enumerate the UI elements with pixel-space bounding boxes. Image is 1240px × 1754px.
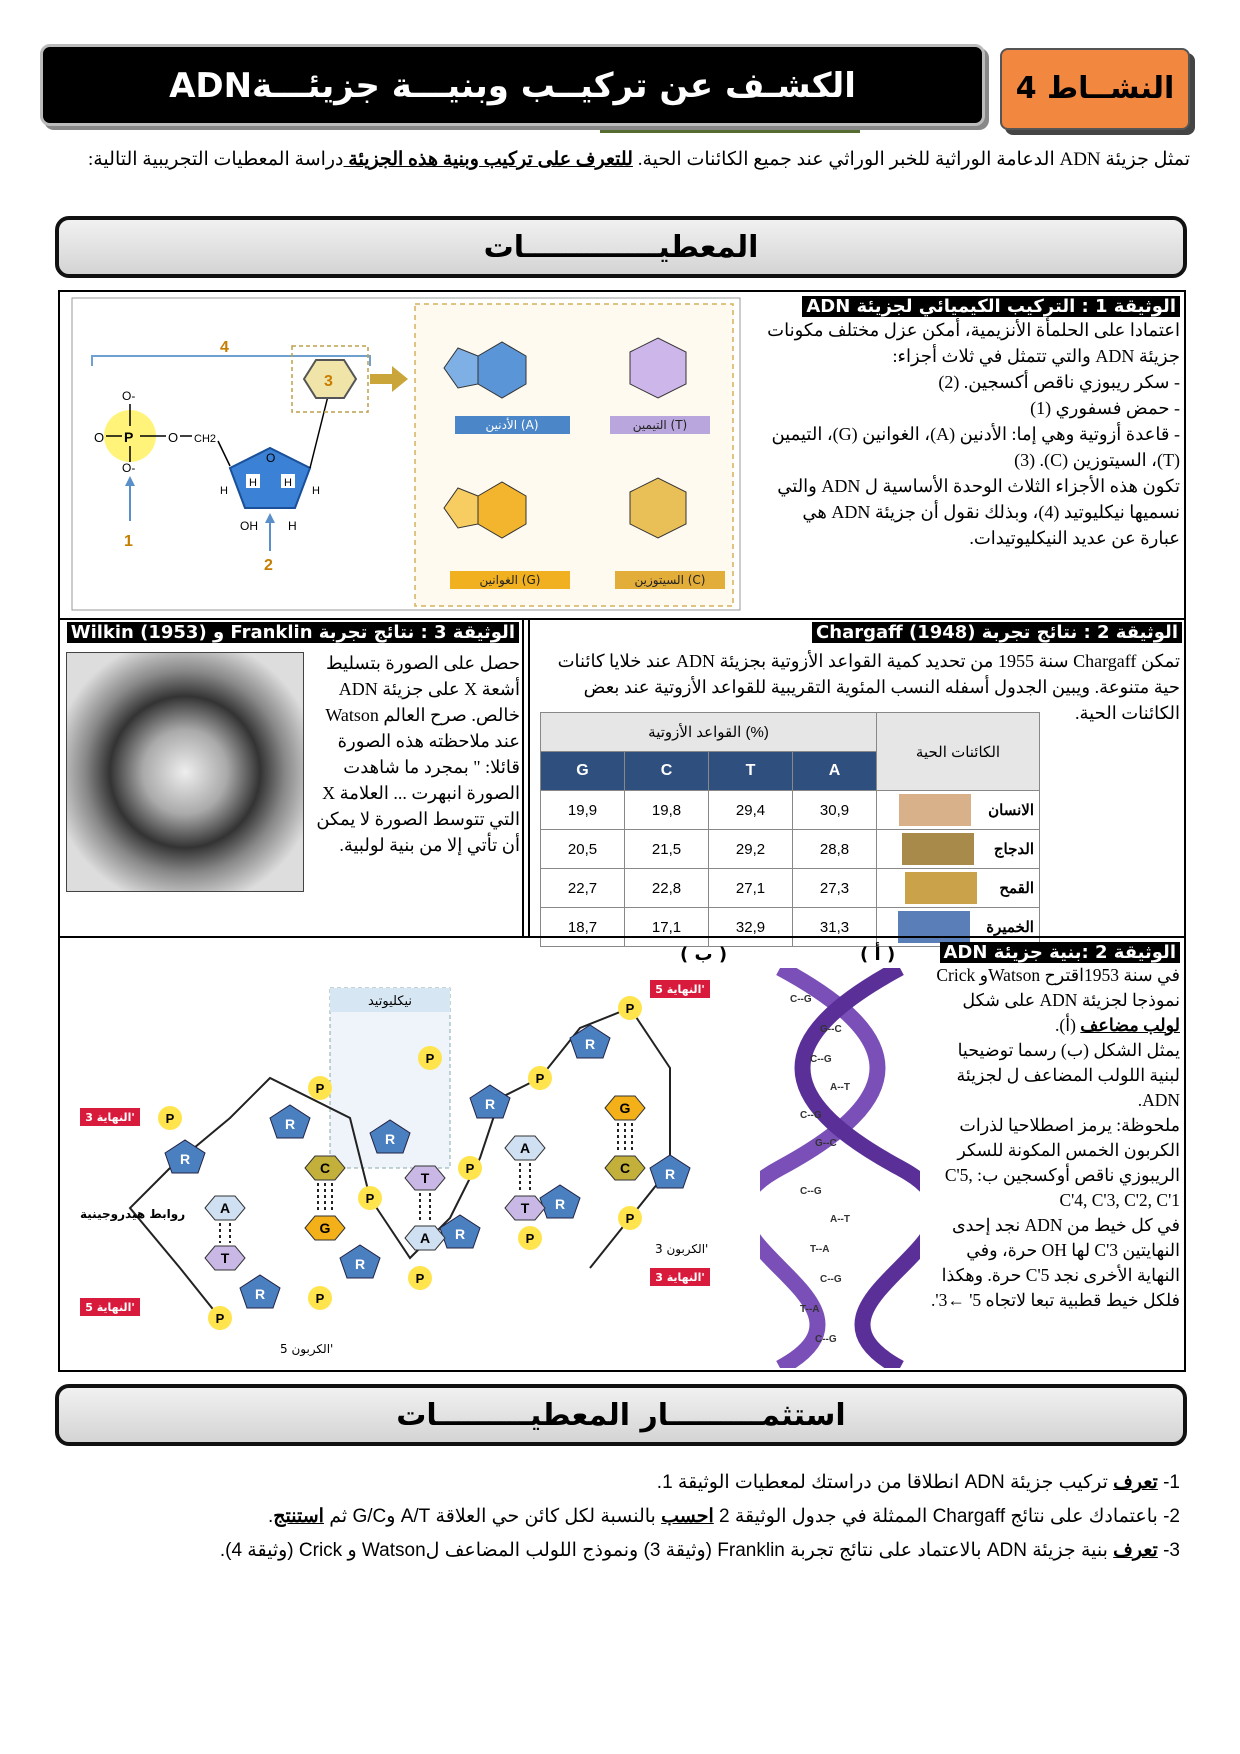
organism-name: الانسان xyxy=(988,802,1034,819)
sugar-r: R xyxy=(254,1286,266,1302)
phosphate-circle: P xyxy=(315,1291,325,1306)
doc4-text1: في سنة 1953اقترح Watsonو Crick نموذجا لجزيئة ADN على شكل xyxy=(936,965,1180,1010)
chargaff-table xyxy=(540,712,1040,947)
helix-pair: A--T xyxy=(830,1082,850,1093)
phosphate-circle: P xyxy=(165,1111,175,1126)
phosphate-circle: P xyxy=(365,1191,375,1206)
phosphate-circle: P xyxy=(425,1051,435,1066)
helix-pair: G--C xyxy=(815,1138,837,1149)
page-title: الكشـف عن تركيــب وبنيـــة جزيئـــةADN xyxy=(169,66,856,106)
intro-paragraph xyxy=(60,146,1190,174)
activity-label: النشــاط 4 xyxy=(1015,71,1175,106)
helix-pair: T--A xyxy=(810,1244,830,1255)
organism-name: الدجاج xyxy=(993,841,1034,858)
doc2-title: الوثيقة 2 : نتائج تجربة Chargaff (1948) xyxy=(812,622,1182,643)
doc1-conclusion: تكون هذه الأجزاء الثلاث الوحدة الأساسية ل ADN والتي نسميها نيكليوتيد (4)، وبذلك نقول أن جزيئة ADN هي عبارة عن عديد النيكليوتيدات. xyxy=(777,476,1180,548)
table-header-bases: القواعد الأزوتية (%) xyxy=(541,713,877,752)
label-a: ( أ ) xyxy=(860,944,896,965)
helix-pair: C--G xyxy=(820,1274,842,1285)
chicken-photo xyxy=(902,833,974,865)
base-t: T xyxy=(420,1170,430,1186)
helix-pair: C--G xyxy=(800,1110,822,1121)
doc3-text: حصل على الصورة بتسليط أشعة X على جزيئة ADN خالص. صرح العالم Watson عند ملاحظته هذه الصورة قائلا: " بمجرد ما شاهدت الصورة انبهرت ... العلامة X التي تتوسط الصورة لا يمكن أن تأتي إلا من بنية لولبية. xyxy=(316,653,520,855)
atom-o-left: O xyxy=(94,430,105,445)
svg-text:H: H xyxy=(312,485,320,497)
document-4-panel xyxy=(58,936,1186,1372)
sugar-r: R xyxy=(554,1196,566,1212)
nucleotide-label: نيكليوتيد xyxy=(367,994,413,1009)
table-row: 20,5 21,5 29,2 28,8 الدجاج xyxy=(541,830,1040,869)
sugar-r: R xyxy=(284,1116,296,1132)
thymine-label: التيمين (T) xyxy=(632,418,688,432)
table-row: 18,7 17,1 32,9 31,3 الخميرة xyxy=(541,908,1040,947)
doc4-text3: في كل خيط من ADN نجد إحدى النهايتين C'3 لها OH حرة، وفي النهاية الأخرى نجد C'5 حرة. وهكذا فلكل خيط قطبية تبعا لاتجاه 5' ←3'. xyxy=(931,1215,1180,1310)
svg-text:H: H xyxy=(284,477,292,489)
table-header-organisms: الكائنات الحية xyxy=(877,713,1040,791)
doc4-note: ملحوظة: يرمز اصطلاحيا لذرات الكربون الخمس المكونة للسكر الريبوزي ناقص أوكسجين ب: C'5, C'4, C'3, C'2, C'1 xyxy=(944,1115,1180,1210)
phosphate-circle: P xyxy=(215,1311,225,1326)
question-3: 3- تعرف بنية جزيئة ADN بالاعتماد على نتائج تجربة Franklin (وثيقة 3) ونموذج اللولب المضاعف لWatson و Crick (وثيقة 4). xyxy=(219,1540,1180,1561)
wheat-photo xyxy=(905,872,977,904)
question-2: 2- باعتمادك على نتائج Chargaff الممثلة في جدول الوثيقة 2 احسب بالنسبة لكل كائن حي العلاقة A/T وG/C ثم استنتج. xyxy=(268,1506,1180,1527)
page-title-bar xyxy=(40,44,985,126)
bases-box xyxy=(415,304,733,606)
intro-text-1: تمثل جزيئة ADN الدعامة الوراثية للخبر الوراثي عند جميع الكائنات الحية. xyxy=(632,149,1190,170)
svg-text:H: H xyxy=(249,477,257,489)
end-5-right: النهاية 5' xyxy=(655,983,705,996)
col-g: G xyxy=(541,752,625,791)
doc2-text: تمكن Chargaff سنة 1955 من تحديد كمية القواعد الأزوتية بجزيئة ADN عند خلايا كائنات حية متنوعة. ويبين الجدول أسفله النسب المئوية التقريبية للقواعد الأزوتية عند بعض الكائنات الحية. xyxy=(557,651,1180,723)
helix-pair: A--T xyxy=(830,1214,850,1225)
phosphate-circle: P xyxy=(625,1001,635,1016)
atom-o-minus-top: O- xyxy=(122,389,136,403)
helix-pair: C--G xyxy=(800,1186,822,1197)
activity-number-box xyxy=(1000,48,1190,130)
phosphate-circle: P xyxy=(525,1231,535,1246)
helix-pair: C--G xyxy=(815,1334,837,1345)
guanine-label: الغوانين (G) xyxy=(479,573,541,587)
exploit-section-banner xyxy=(55,1384,1187,1446)
human-photo xyxy=(899,794,971,826)
table-row: 22,7 22,8 27,1 27,3 القمح xyxy=(541,869,1040,908)
helix-pair: T--A xyxy=(800,1304,820,1315)
atom-o-right: O xyxy=(168,430,179,445)
atom-o-minus-bottom: O- xyxy=(122,461,136,475)
end-5-left: النهاية 5' xyxy=(85,1301,135,1314)
question-1: 1- تعرف تركيب جزيئة ADN انطلاقا من دراستك لمعطيات الوثيقة 1. xyxy=(656,1472,1180,1493)
doc1-item-phosphate: - حمض فسفوري (1) xyxy=(1030,398,1180,418)
doc1-item-base: - قاعدة أزوتية وهي إما: الأدنين (A)، الغوانين (G)، التيمين (T)، السيتوزين (C). (3) xyxy=(771,424,1180,470)
base-g: G xyxy=(619,1100,631,1116)
questions-list xyxy=(60,1466,1180,1568)
intro-highlight: للتعرف على تركيب وبنية هذه الجزيئة xyxy=(343,149,633,170)
base-c: C xyxy=(319,1160,331,1176)
helix-pair: C--G xyxy=(810,1054,832,1065)
col-a: A xyxy=(793,752,877,791)
table-row: 19,9 19,8 29,4 30,9 الانسان xyxy=(541,791,1040,830)
carbon-3-label: الكربون 3' xyxy=(655,1242,709,1256)
phosphate-circle: P xyxy=(625,1211,635,1226)
helix-pair: C--G xyxy=(790,994,812,1005)
question-verb: تعرف xyxy=(1113,1472,1158,1493)
document-2-chargaff-panel xyxy=(528,618,1186,938)
phosphate-circle: P xyxy=(535,1071,545,1086)
doc4-text: الوثيقة 2 :بنية جزيئة ADN في سنة 1953اقترح Watsonو Crick نموذجا لجزيئة ADN على شكل لولب مضاعف (أ). يمثل الشكل (ب) رسما توضيحيا لبنية اللولب المضاعف ل لجزيئة ADN. ملحوظة: يرمز اصطلاحيا لذرات الكربون الخمس المكونة للسكر الريبوزي ناقص أوكسجين ب: C'5, C'4, C'3, C'2, C'1 في كل خيط من ADN نجد إحدى النهايتين C'3 لها OH حرة، وفي النهاية الأخرى نجد C'5 حرة. وهكذا فلكل خيط قطبية تبعا لاتجاه 5' ←3'. xyxy=(930,942,1180,1313)
svg-text:H: H xyxy=(288,519,297,533)
svg-text:H: H xyxy=(220,485,228,497)
question-verb: تعرف xyxy=(1113,1540,1158,1561)
xray-diffraction-image xyxy=(66,652,304,892)
base-a: A xyxy=(219,1200,231,1216)
dna-strand-diagram xyxy=(70,968,750,1368)
label-3: 3 xyxy=(324,373,333,390)
label-1: 1 xyxy=(124,533,133,550)
doc2-title-wrap xyxy=(534,622,1182,643)
atom-ch2: CH2 xyxy=(194,433,217,445)
sugar-r: R xyxy=(354,1256,366,1272)
doc4-title-adn: ADN xyxy=(943,942,988,963)
sugar-r: R xyxy=(454,1226,466,1242)
doc1-title-adn: ADN xyxy=(806,296,851,317)
base-a: A xyxy=(419,1230,431,1246)
sugar-r: R xyxy=(484,1096,496,1112)
organism-name: القمح xyxy=(999,880,1034,897)
title-underline xyxy=(600,130,860,133)
doc4-double-helix: لولب مضاعف xyxy=(1080,1015,1180,1035)
atom-p: P xyxy=(124,429,134,445)
organism-name: الخميرة xyxy=(986,919,1034,936)
end-3-right: النهاية 3' xyxy=(655,1271,705,1284)
col-c: C xyxy=(625,752,709,791)
intro-text-2: دراسة المعطيات التجريبية التالية: xyxy=(87,149,344,170)
doc3-title-wrap xyxy=(64,622,519,643)
doc4-text2: يمثل الشكل (ب) رسما توضيحيا لبنية اللولب المضاعف ل لجزيئة ADN. xyxy=(956,1040,1180,1110)
document-3-panel xyxy=(58,618,524,938)
base-t: T xyxy=(520,1200,530,1216)
base-g: G xyxy=(319,1220,331,1236)
label-4: 4 xyxy=(220,339,229,356)
question-verb: استنتج xyxy=(273,1506,324,1527)
data-section-title: المعطيـــــــــــــات xyxy=(483,230,759,265)
helix-pair: G--C xyxy=(820,1024,842,1035)
double-helix-image xyxy=(760,968,920,1368)
exploit-section-title: استثمـــــــــار المعطيـــــــــات xyxy=(396,1398,846,1433)
hbond-label: روابط هيدروجينية xyxy=(80,1207,186,1221)
document-1-text xyxy=(760,296,1180,551)
document-1-panel xyxy=(58,290,1186,620)
carbon-5-label: الكربون 5' xyxy=(280,1342,334,1356)
base-a: A xyxy=(519,1140,531,1156)
phosphate-circle: P xyxy=(465,1161,475,1176)
base-t: T xyxy=(220,1250,230,1266)
label-b: ( ب ) xyxy=(680,944,728,965)
doc1-item-sugar: - سكر ريبوزي ناقص أكسجين. (2) xyxy=(938,372,1180,392)
doc4-title: الوثيقة 2 :بنية جزيئة xyxy=(987,942,1176,963)
doc1-intro: اعتمادا على الحلمأة الأنزيمية، أمكن عزل مختلف مكونات جزيئة ADN والتي تتمثل في ثلاث أجزاء: xyxy=(767,320,1180,366)
cytosine-label: السيتوزين (C) xyxy=(634,573,706,587)
base-c: C xyxy=(619,1160,631,1176)
doc3-title: الوثيقة 3 : نتائج تجربة Franklin و Wilkin (1953) xyxy=(67,622,519,643)
label-2: 2 xyxy=(264,557,273,574)
phosphate-circle: P xyxy=(415,1271,425,1286)
atom-ring-o: O xyxy=(266,451,276,465)
sugar-r: R xyxy=(179,1151,191,1167)
sugar-r: R xyxy=(664,1166,676,1182)
question-verb: احسب xyxy=(661,1506,714,1527)
col-t: T xyxy=(709,752,793,791)
atom-oh: OH xyxy=(240,519,258,533)
phosphate-circle: P xyxy=(315,1081,325,1096)
adenine-label: الأدنين (A) xyxy=(485,418,539,432)
nucleotide-figure xyxy=(70,296,755,616)
sugar-r: R xyxy=(384,1131,396,1147)
data-section-banner xyxy=(55,216,1187,278)
doc1-title: الوثيقة 1 : التركيب الكيميائي لجزيئة xyxy=(850,296,1176,317)
end-3-left: النهاية 3' xyxy=(85,1111,135,1124)
sugar-r: R xyxy=(584,1036,596,1052)
